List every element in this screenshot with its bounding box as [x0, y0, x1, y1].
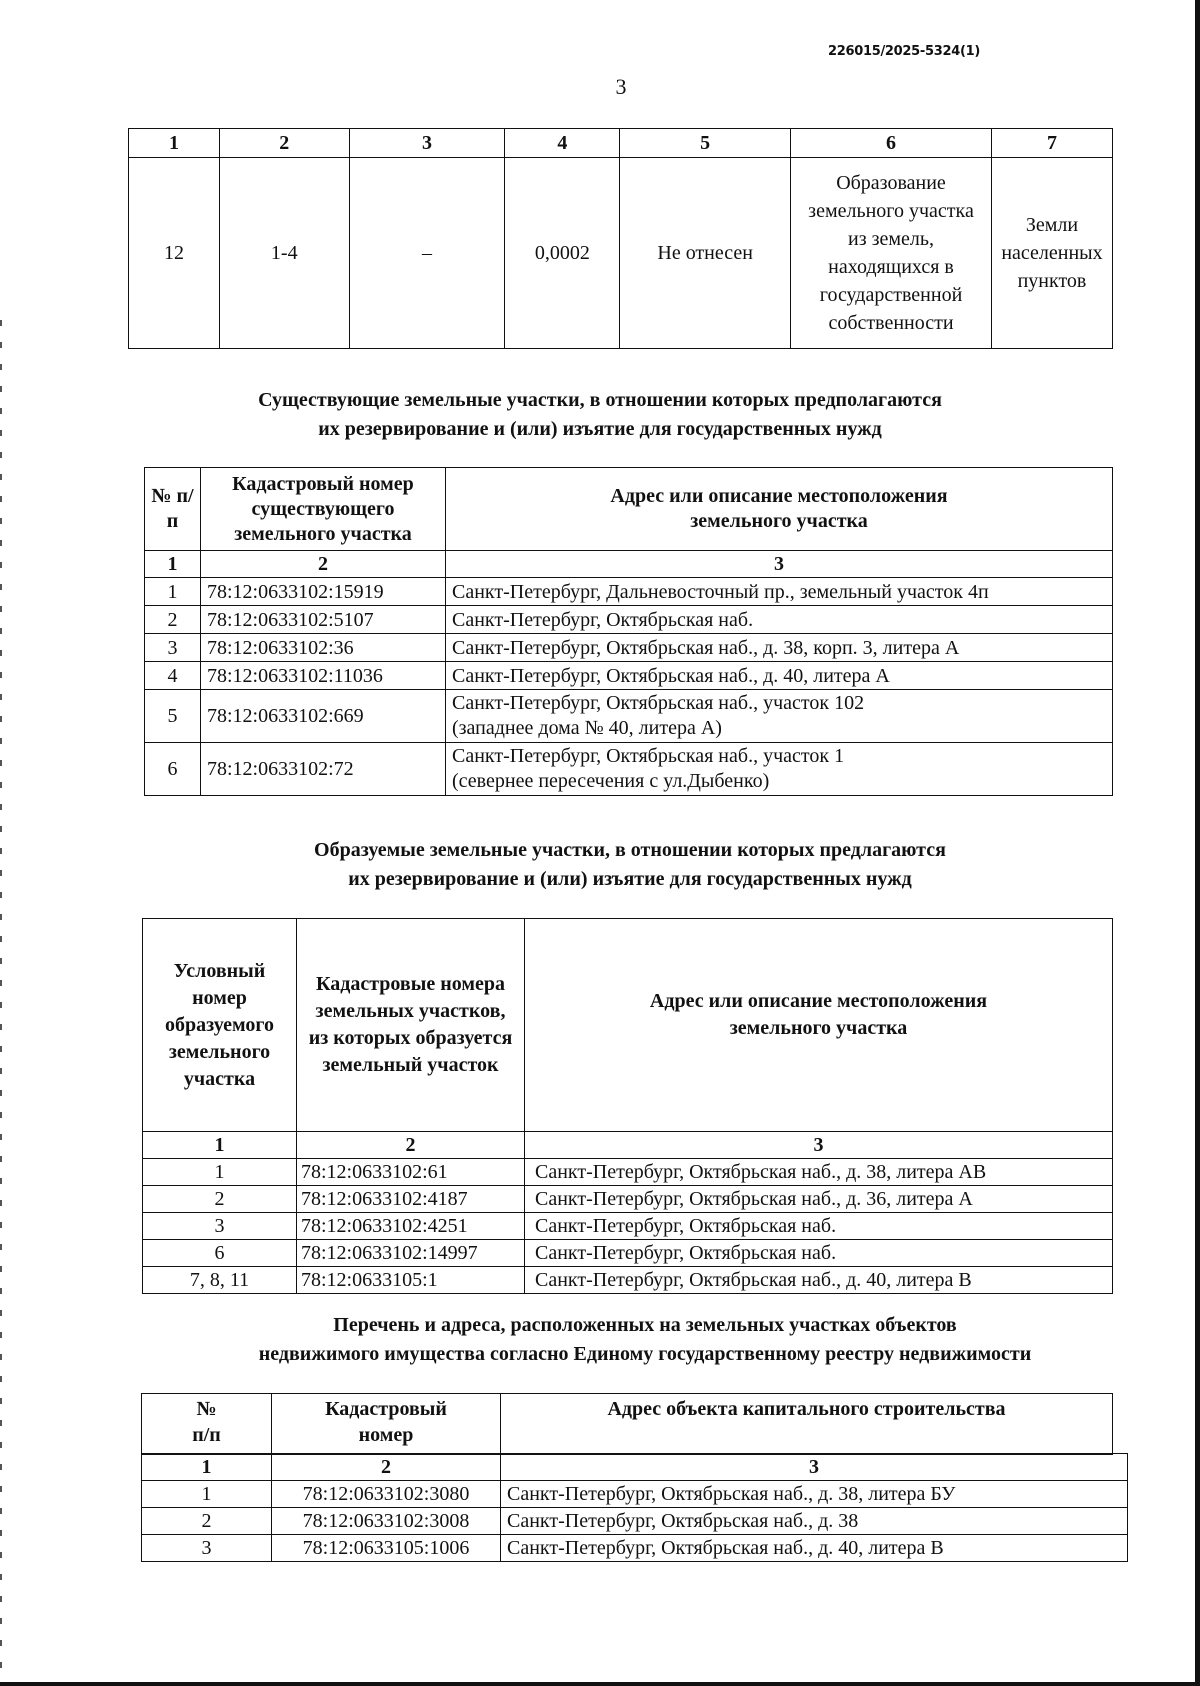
column-number: 3: [349, 129, 505, 158]
header-num: № п/п: [142, 1394, 272, 1455]
address: [446, 634, 1113, 662]
address: [446, 743, 1113, 796]
table-row: [145, 634, 1113, 662]
column-number: 7: [991, 129, 1112, 158]
column-number-row: [142, 1454, 1128, 1481]
cadastral-number: 78:12:0633102:3080: [272, 1481, 501, 1508]
table-row: [145, 743, 1113, 796]
section-title-formed-plots: [0, 836, 1200, 894]
cadastral-number: 78:12:0633102:61: [297, 1159, 525, 1186]
header-row: [145, 468, 1113, 551]
formation-method-cell: Образование земельного участка из земель, находящихся в государственной собственности: [791, 158, 992, 349]
cadastral-number: 78:12:0633102:5107: [201, 606, 446, 634]
header-address: Адрес или описание местоположения земельного участка: [446, 468, 1113, 551]
row-number: 3: [142, 1535, 272, 1562]
cadastral-number: 78:12:0633105:1006: [272, 1535, 501, 1562]
conditional-number: 1: [143, 1159, 297, 1186]
table-row: [145, 606, 1113, 634]
cadastral-number: 78:12:0633102:3008: [272, 1508, 501, 1535]
address: Санкт-Петербург, Октябрьская наб., д. 40, литера В: [501, 1535, 1128, 1562]
address: Санкт-Петербург, Октябрьская наб., д. 36, литера А: [525, 1186, 1113, 1213]
document-id: 226015/2025-5324(1): [828, 44, 981, 59]
table-row: [143, 1267, 1113, 1294]
table-row: [129, 158, 1113, 349]
table-row: [142, 1508, 1128, 1535]
row-number: 6: [145, 743, 201, 796]
column-number: 1: [145, 551, 201, 578]
address: Санкт-Петербург, Октябрьская наб., д. 40, литера В: [525, 1267, 1113, 1294]
address: [446, 606, 1113, 634]
table-row: [143, 1213, 1113, 1240]
address: Санкт-Петербург, Октябрьская наб., д. 38: [501, 1508, 1128, 1535]
column-number: 3: [446, 551, 1113, 578]
column-number: 3: [525, 1132, 1113, 1159]
real-estate-table: [141, 1453, 1128, 1562]
formed-plots-table: [142, 918, 1113, 1294]
section-title-existing-plots: [0, 386, 1200, 444]
column-number-row: [143, 1132, 1113, 1159]
column-number: 4: [505, 129, 620, 158]
cadastral-number: 78:12:0633105:1: [297, 1267, 525, 1294]
address-line: (севернее пересечения с ул.Дыбенко): [452, 770, 770, 792]
table-row: [145, 662, 1113, 690]
plot-number: 12: [129, 158, 220, 349]
cadastral-number: 78:12:0633102:4251: [297, 1213, 525, 1240]
title-line: Существующие земельные участки, в отношении которых предполагаются: [258, 389, 942, 411]
row-number: 1: [142, 1481, 272, 1508]
plot-points: 1-4: [219, 158, 349, 349]
column-number-row: [129, 129, 1113, 158]
conditional-number: 7, 8, 11: [143, 1267, 297, 1294]
column-number: 2: [201, 551, 446, 578]
address-line: Санкт-Петербург, Октябрьская наб., д. 40, литера А: [452, 664, 890, 687]
column-number: 3: [501, 1454, 1128, 1481]
address: [446, 690, 1113, 743]
header-row: [142, 1394, 1113, 1455]
scan-edge-left: [0, 320, 2, 1686]
address-line: Санкт-Петербург, Октябрьская наб., участок 102: [452, 692, 865, 714]
cadastral-number: 78:12:0633102:72: [201, 743, 446, 796]
conditional-number: 2: [143, 1186, 297, 1213]
area-cell: 0,0002: [505, 158, 620, 349]
table-row: [142, 1535, 1128, 1562]
row-number: 3: [145, 634, 201, 662]
cadastral-number: 78:12:0633102:15919: [201, 578, 446, 606]
column-number-row: [145, 551, 1113, 578]
address-line: Санкт-Петербург, Октябрьская наб.: [452, 608, 754, 631]
land-category-cell: Земли населенных пунктов: [991, 158, 1112, 349]
title-line: Образуемые земельные участки, в отношении которых предлагаются: [314, 839, 946, 861]
column-number: 1: [142, 1454, 272, 1481]
conditional-number: 6: [143, 1240, 297, 1267]
address-line: Санкт-Петербург, Октябрьская наб., участок 1: [452, 745, 845, 767]
cadastral-number: 78:12:0633102:669: [201, 690, 446, 743]
header-address: Адрес объекта капитального строительства: [501, 1394, 1113, 1455]
column-number: 1: [129, 129, 220, 158]
header-row: [143, 919, 1113, 1132]
category-cell: Не отнесен: [620, 158, 791, 349]
column-number: 2: [219, 129, 349, 158]
column-number: 2: [297, 1132, 525, 1159]
column-number: 6: [791, 129, 992, 158]
header-num: № п/п: [145, 468, 201, 551]
table-row: [143, 1186, 1113, 1213]
cadastral-number: 78:12:0633102:36: [201, 634, 446, 662]
address-line: Санкт-Петербург, Дальневосточный пр., земельный участок 4п: [452, 580, 989, 603]
table-row: [145, 690, 1113, 743]
cadastral-cell: –: [349, 158, 505, 349]
table-row: [142, 1481, 1128, 1508]
address: Санкт-Петербург, Октябрьская наб., д. 38, литера БУ: [501, 1481, 1128, 1508]
row-number: 1: [145, 578, 201, 606]
header-cadastral: Кадастровый номер: [272, 1394, 501, 1455]
cadastral-number: 78:12:0633102:4187: [297, 1186, 525, 1213]
title-line: их резервирование и (или) изъятие для государственных нужд: [318, 418, 882, 440]
column-number: 5: [620, 129, 791, 158]
existing-plots-table: [144, 467, 1113, 796]
section-title-real-estate: [0, 1311, 1200, 1369]
continuation-table: [128, 128, 1113, 349]
header-address: Адрес или описание местоположения земельного участка: [525, 919, 1113, 1132]
row-number: 2: [142, 1508, 272, 1535]
address: [446, 662, 1113, 690]
conditional-number: 3: [143, 1213, 297, 1240]
address-line: (западнее дома № 40, литера А): [452, 717, 722, 739]
title-line: недвижимого имущества согласно Единому государственному реестру недвижимости: [258, 1343, 1032, 1365]
cadastral-number: 78:12:0633102:14997: [297, 1240, 525, 1267]
row-number: 4: [145, 662, 201, 690]
column-number: 1: [143, 1132, 297, 1159]
row-number: 2: [145, 606, 201, 634]
header-cadastral: Кадастровые номера земельных участков, из которых образуется земельный участок: [297, 919, 525, 1132]
address: [446, 578, 1113, 606]
row-number: 5: [145, 690, 201, 743]
real-estate-table-header: [141, 1393, 1113, 1455]
page-number: 3: [615, 74, 627, 99]
address: Санкт-Петербург, Октябрьская наб., д. 38, литера АВ: [525, 1159, 1113, 1186]
title-line: Перечень и адреса, расположенных на земельных участках объектов: [333, 1314, 957, 1336]
header-cadastral: Кадастровый номер существующего земельного участка: [201, 468, 446, 551]
column-number: 2: [272, 1454, 501, 1481]
table-row: [143, 1159, 1113, 1186]
address: Санкт-Петербург, Октябрьская наб.: [525, 1240, 1113, 1267]
scan-edge-bottom: [0, 1682, 1200, 1686]
address: Санкт-Петербург, Октябрьская наб.: [525, 1213, 1113, 1240]
address-line: Санкт-Петербург, Октябрьская наб., д. 38, корп. 3, литера А: [452, 636, 960, 659]
title-line: их резервирование и (или) изъятие для государственных нужд: [348, 868, 912, 890]
table-row: [143, 1240, 1113, 1267]
cadastral-number: 78:12:0633102:11036: [201, 662, 446, 690]
table-row: [145, 578, 1113, 606]
header-conditional-num: Условный номер образуемого земельного участка: [143, 919, 297, 1132]
